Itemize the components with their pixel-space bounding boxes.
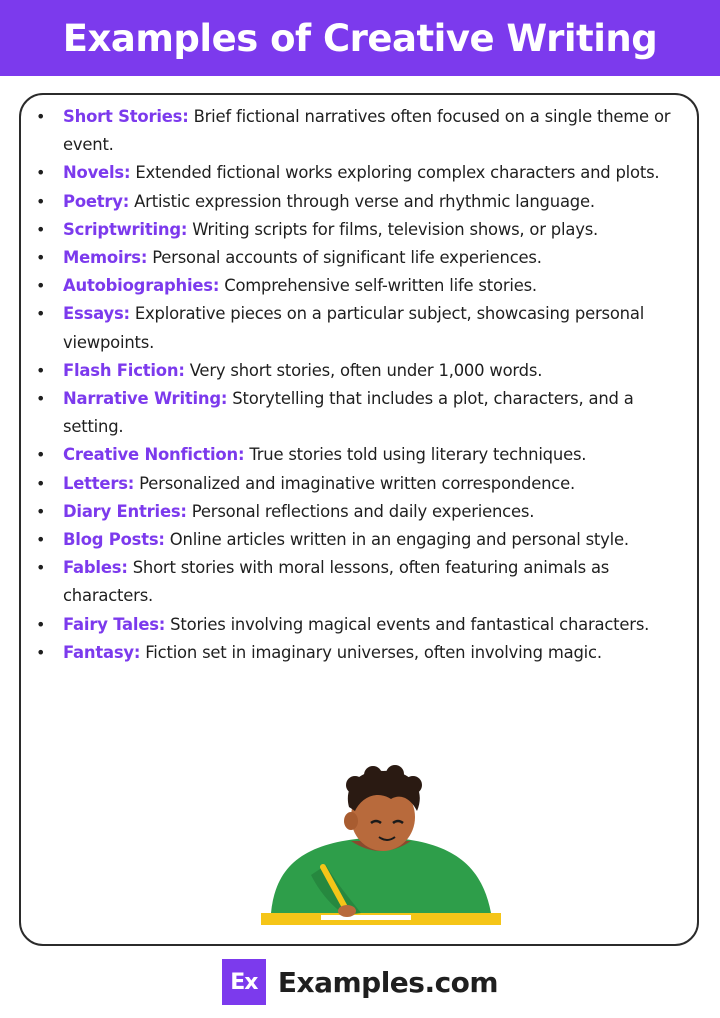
bullet-icon: • (36, 530, 46, 550)
item-description: Artistic expression through verse and rhythmic language. (129, 191, 595, 211)
list-item (36, 385, 689, 441)
bullet-icon: • (36, 501, 46, 521)
list-item (36, 639, 689, 667)
bullet-icon: • (36, 248, 46, 268)
bullet-icon: • (36, 276, 46, 296)
item-term: Autobiographies: (63, 276, 220, 296)
item-term: Novels: (63, 163, 131, 183)
bullet-icon: • (36, 473, 46, 493)
list-item (36, 103, 689, 159)
item-description: Storytelling that includes a plot, characters, and a setting. (63, 389, 634, 437)
footer-brand (0, 954, 720, 1010)
list-item (36, 526, 689, 554)
item-description: Personal accounts of significant life experiences. (147, 248, 542, 268)
bullet-icon: • (36, 389, 46, 409)
item-description: Explorative pieces on a particular subject, showcasing personal viewpoints. (63, 304, 645, 352)
item-description: Writing scripts for films, television shows, or plays. (187, 219, 599, 239)
header-banner (0, 0, 720, 76)
bullet-icon: • (36, 107, 46, 126)
bullet-icon: • (36, 304, 46, 324)
bullet-icon: • (36, 163, 46, 183)
item-description: Short stories with moral lessons, often featuring animals as characters. (63, 558, 610, 606)
list-item (36, 300, 689, 356)
list-item (36, 498, 689, 526)
item-term: Narrative Writing: (63, 389, 228, 409)
list-item (36, 441, 689, 469)
bullet-icon: • (36, 191, 46, 211)
hair-curl (364, 766, 382, 784)
item-description: Extended fictional works exploring complex characters and plots. (130, 163, 660, 183)
content-card (19, 93, 699, 946)
item-term: Blog Posts: (63, 530, 165, 550)
list-item (36, 554, 689, 610)
item-description: Stories involving magical events and fantastical characters. (165, 614, 650, 634)
ear-shape (344, 812, 358, 830)
item-term: Letters: (63, 473, 135, 493)
paper-shape (321, 915, 411, 920)
hair-curl (404, 776, 422, 794)
bullet-icon: • (36, 614, 46, 634)
item-term: Poetry: (63, 191, 130, 211)
list-item (36, 272, 689, 300)
item-description: Personal reflections and daily experiences. (186, 501, 535, 521)
item-term: Flash Fiction: (63, 360, 185, 380)
hair-curl (346, 776, 364, 794)
examples-logo[interactable]: Ex (222, 959, 266, 1005)
hand-shape (338, 905, 356, 917)
child-writing-illustration (251, 765, 511, 945)
bullet-icon: • (36, 558, 46, 578)
bullet-icon: • (36, 360, 46, 380)
item-term: Essays: (63, 304, 130, 324)
page-title: Examples of Creative Writing (62, 16, 658, 60)
item-description: Fiction set in imaginary universes, often involving magic. (140, 642, 602, 662)
examples-list (21, 103, 697, 667)
bullet-icon: • (36, 219, 46, 239)
list-item (36, 159, 689, 187)
list-item (36, 244, 689, 272)
list-item (36, 188, 689, 216)
item-term: Short Stories: (63, 107, 189, 126)
item-term: Fairy Tales: (63, 614, 166, 634)
item-term: Fables: (63, 558, 128, 578)
item-description: Personalized and imaginative written correspondence. (134, 473, 576, 493)
item-description: Comprehensive self-written life stories. (219, 276, 537, 296)
bullet-icon: • (36, 445, 46, 465)
list-item (36, 357, 689, 385)
item-term: Fantasy: (63, 642, 141, 662)
list-item (36, 611, 689, 639)
brand-name[interactable]: Examples.com (277, 965, 499, 999)
list-item (36, 470, 689, 498)
item-term: Scriptwriting: (63, 219, 188, 239)
item-description: True stories told using literary techniques. (244, 445, 587, 465)
hair-curl (386, 765, 404, 783)
item-term: Diary Entries: (63, 501, 187, 521)
item-description: Online articles written in an engaging and personal style. (164, 530, 629, 550)
bullet-icon: • (36, 642, 46, 662)
item-description: Very short stories, often under 1,000 words. (184, 360, 543, 380)
item-term: Creative Nonfiction: (63, 445, 245, 465)
item-description: Brief fictional narratives often focused on a single theme or event. (63, 107, 671, 155)
item-term: Memoirs: (63, 248, 148, 268)
list-item (36, 216, 689, 244)
